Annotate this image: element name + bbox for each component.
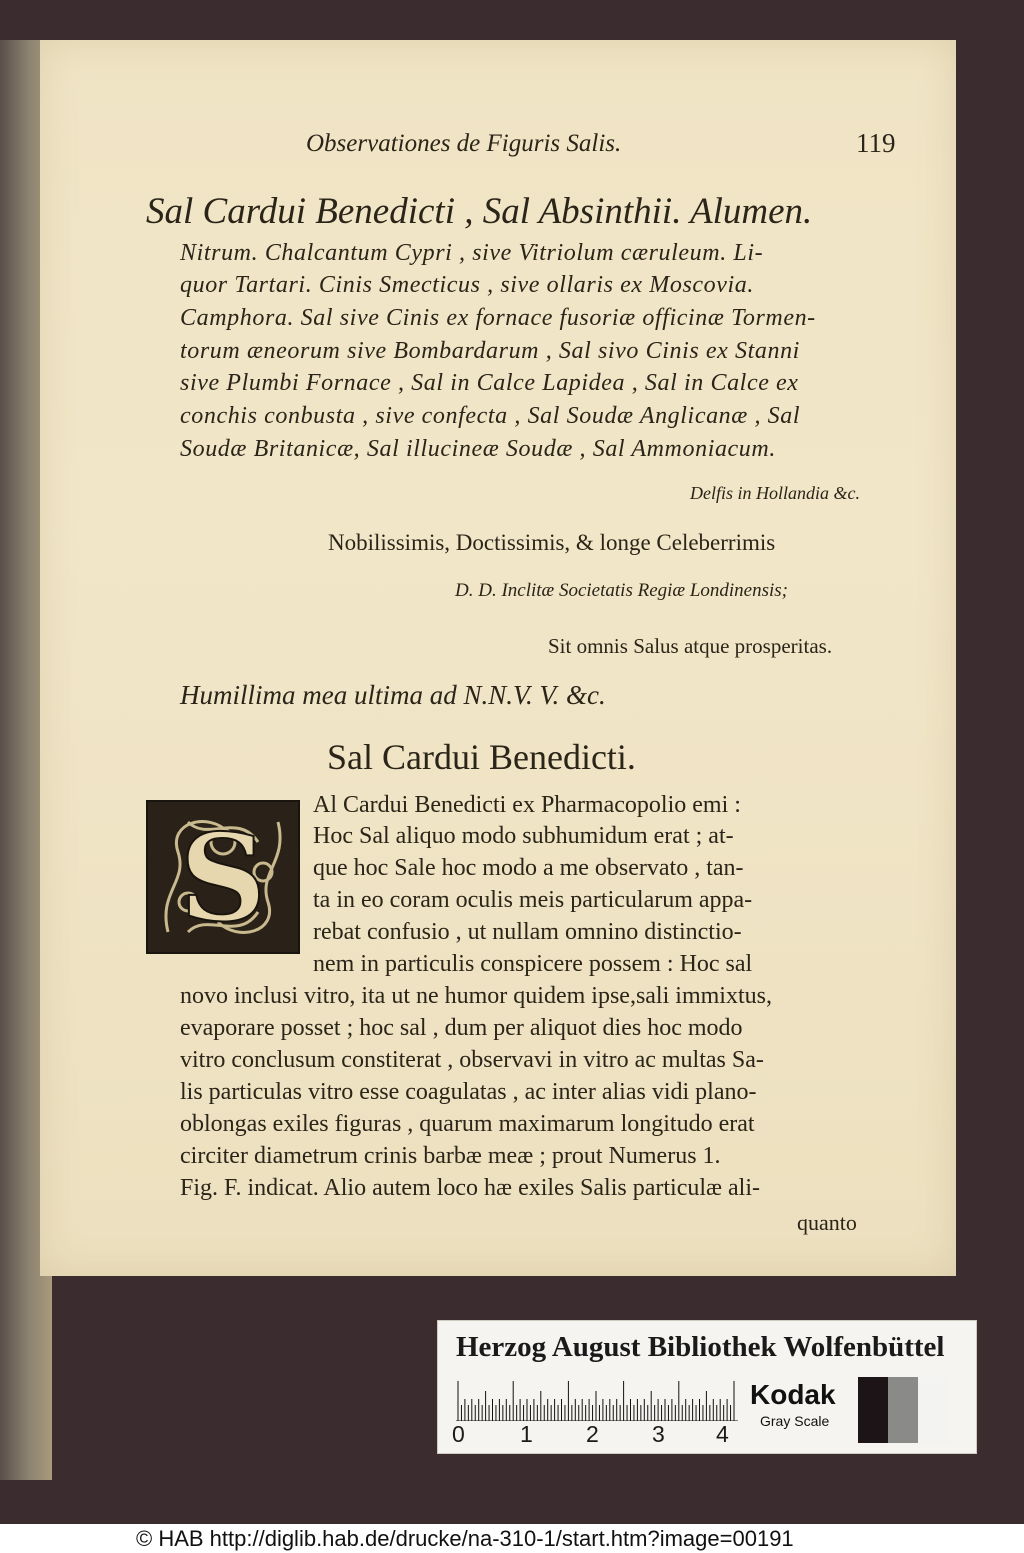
body-line: oblongas exiles figuras , quarum maximarum longitudo erat — [180, 1111, 755, 1137]
salt-list-line: quor Tartari. Cinis Smecticus , sive ollaris ex Moscovia. — [180, 272, 754, 298]
ruler-number: 2 — [586, 1421, 599, 1447]
catchword: quanto — [797, 1210, 857, 1235]
letter-address: D. D. Inclitæ Societatis Regiæ Londinensis; — [455, 580, 789, 601]
card-institution-name: Herzog August Bibliothek Wolfenbüttel — [456, 1331, 945, 1363]
gray-patches — [858, 1377, 950, 1443]
body-line: que hoc Sale hoc modo a me observato , tan- — [313, 855, 744, 881]
section-title: Sal Cardui Benedicti. — [327, 737, 636, 777]
gray-patch-mid — [888, 1377, 918, 1443]
body-line: vitro conclusum constiterat , observavi in vitro ac multas Sa- — [180, 1047, 764, 1073]
letter-address: Nobilissimis, Doctissimis, & longe Celeberrimis — [328, 530, 776, 555]
ruler-number: 4 — [716, 1421, 729, 1447]
body-line: Fig. F. indicat. Alio autem loco hæ exiles Salis particulæ ali- — [180, 1175, 761, 1201]
ruler-number: 0 — [452, 1421, 465, 1447]
kodak-logo: Kodak — [750, 1379, 836, 1410]
page-number: 119 — [856, 128, 896, 158]
salt-list-line: torum æneorum sive Bombardarum , Sal sivo Cinis ex Stanni — [180, 338, 800, 364]
body-line: circiter diametrum crinis barbæ meæ ; prout Numerus 1. — [180, 1143, 721, 1169]
footer-copyright: © HAB http://diglib.hab.de/drucke/na-310-1/start.htm?image=00191 — [136, 1526, 794, 1551]
ruler-number: 3 — [652, 1421, 665, 1447]
drop-cap-ornament-icon — [148, 802, 298, 952]
body-line: rebat confusio , ut nullam omnino distinctio- — [313, 919, 742, 945]
gray-patch-light — [918, 1377, 950, 1443]
gray-patch-dark — [858, 1377, 888, 1443]
salt-list-line: Camphora. Sal sive Cinis ex fornace fusoriæ officinæ Tormen- — [180, 305, 816, 331]
kodak-gray-scale-label: Gray Scale — [760, 1413, 830, 1429]
letter-place: Delfis in Hollandia &c. — [690, 483, 860, 503]
body-line: nem in particulis conspicere possem : Hoc sal — [313, 951, 753, 977]
body-line: novo inclusi vitro, ita ut ne humor quidem ipse,sali immixtus, — [180, 983, 772, 1009]
body-line: lis particulas vitro esse coagulatas , ac inter alias vidi plano- — [180, 1079, 757, 1105]
drop-cap-letter: S — [179, 808, 267, 949]
color-calibration-card — [437, 1320, 977, 1454]
body-line: Al Cardui Benedicti ex Pharmacopolio emi : — [313, 792, 741, 818]
ruler-number: 1 — [520, 1421, 533, 1447]
drop-cap-initial — [146, 800, 300, 954]
body-line: Hoc Sal aliquo modo subhumidum erat ; at- — [313, 823, 734, 849]
body-line: ta in eo coram oculis meis particularum appa- — [313, 887, 753, 913]
ruler-scale-icon — [456, 1377, 738, 1421]
letter-greeting: Humillima mea ultima ad N.N.V. V. &c. — [180, 680, 606, 710]
body-line: evaporare posset ; hoc sal , dum per aliquot dies hoc modo — [180, 1015, 743, 1041]
salt-list-line: Nitrum. Chalcantum Cypri , sive Vitriolum cæruleum. Li- — [180, 240, 764, 266]
salt-list-line: Soudæ Britanicæ, Sal illucineæ Soudæ , Sal Ammoniacum. — [180, 436, 776, 462]
running-head: Observationes de Figuris Salis. — [306, 130, 622, 157]
letter-address: Sit omnis Salus atque prosperitas. — [548, 634, 833, 658]
salt-list-line: sive Plumbi Fornace , Sal in Calce Lapidea , Sal in Calce ex — [180, 370, 799, 396]
salt-list-line: Sal Cardui Benedicti , Sal Absinthii. Alumen. — [146, 191, 813, 232]
salt-list-line: conchis conbusta , sive confecta , Sal Soudæ Anglicanæ , Sal — [180, 403, 801, 429]
